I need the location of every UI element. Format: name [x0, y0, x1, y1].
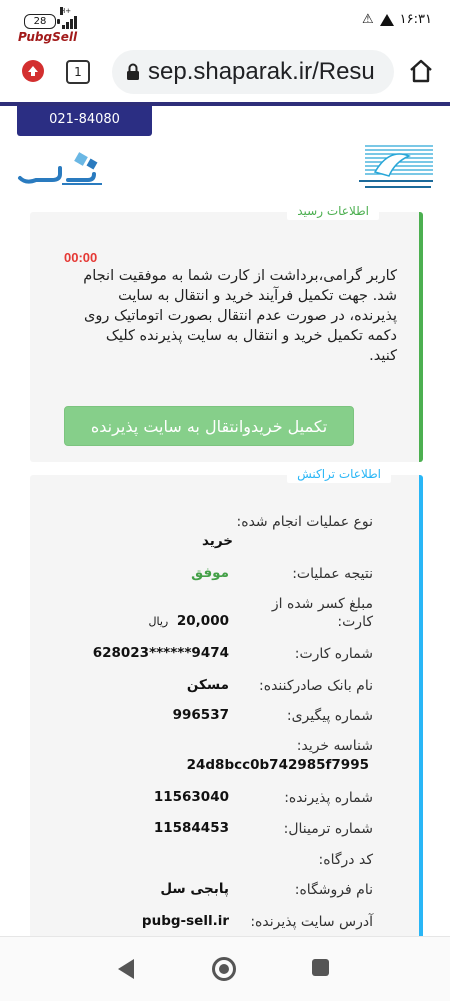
row-label: نام بانک صادرکننده: [259, 678, 373, 694]
system-nav-bar [0, 936, 450, 1001]
status-bar [0, 0, 450, 44]
battery-icon [24, 14, 56, 29]
recent-apps-icon[interactable] [312, 959, 329, 976]
row-label: نام فروشگاه: [294, 882, 373, 898]
row-value: مسکن [186, 677, 229, 693]
status-right [362, 12, 432, 27]
transaction-legend: اطلاعات تراکنش [287, 465, 391, 483]
row-label: مبلغ کسر شده از کارت: [271, 596, 373, 630]
row-label: شناسه خرید: [296, 738, 373, 754]
receipt-panel [30, 204, 423, 462]
sep-logo [16, 150, 106, 190]
row-value: 24d8bcc0b742985f7995 [186, 757, 369, 773]
receipt-legend: اطلاعات رسید [287, 202, 379, 220]
pubgsell-logo: PubgSell [18, 30, 78, 44]
signal-icon [60, 6, 77, 29]
tab-switcher-button[interactable]: 1 [66, 60, 90, 84]
row-label: نتیجه عملیات: [292, 566, 373, 582]
row-label: شماره پذیرنده: [284, 790, 373, 806]
currency-unit: ریال [148, 615, 169, 628]
network-type: H+ [60, 6, 72, 15]
row-value: 628023******9474 [92, 645, 229, 661]
row-label: نوع عملیات انجام شده: [236, 514, 373, 530]
browser-toolbar [0, 44, 450, 100]
status-left [24, 6, 77, 29]
transaction-panel [30, 467, 423, 955]
support-phone: 021-84080 [17, 106, 152, 136]
redirect-timer: 00:00 [64, 250, 98, 265]
receipt-message: کاربر گرامی،برداشت از کارت شما به موفقیت انجام شد. جهت تکمیل فرآیند خرید و انتقال به سایت پذیرنده، در صورت عدم انتقال بصورت اتوماتیک روی دکمه تکمیل خرید و انتقال به سایت پذیرنده کلیک کنید. [83, 268, 397, 364]
complete-purchase-button[interactable]: تکمیل خریدوانتقال به سایت پذیرنده [64, 406, 354, 446]
row-value: 11563040 [153, 789, 229, 805]
signal-triangle-icon [380, 14, 394, 26]
row-value: 11584453 [153, 820, 229, 836]
amount-value: 20,000 [176, 613, 229, 629]
clock: ١۶:٣١ [399, 12, 432, 27]
row-label: کد درگاه: [318, 852, 373, 868]
home-button-icon[interactable] [212, 957, 236, 981]
row-value: پابجی سل [160, 881, 229, 897]
url-text: sep.shaparak.ir/Resu [148, 58, 375, 85]
row-label: شماره کارت: [294, 646, 373, 662]
row-value: pubg-sell.ir [141, 913, 229, 929]
address-bar[interactable] [112, 50, 394, 94]
battery-level: 28 [33, 16, 47, 27]
back-icon[interactable] [118, 959, 134, 979]
upgrade-icon[interactable] [22, 60, 44, 82]
home-icon[interactable] [408, 58, 434, 84]
row-label: آدرس سایت پذیرنده: [250, 914, 373, 930]
shaparak-logo [355, 142, 435, 194]
row-label: شماره ترمینال: [283, 821, 373, 837]
row-value: 996537 [172, 707, 229, 723]
row-value: موفق [191, 565, 229, 581]
lock-icon [126, 63, 140, 81]
warning-icon: ⚠ [362, 12, 374, 27]
row-value [148, 613, 229, 629]
row-label: شماره پیگیری: [286, 708, 373, 724]
row-value: خرید [202, 533, 233, 549]
